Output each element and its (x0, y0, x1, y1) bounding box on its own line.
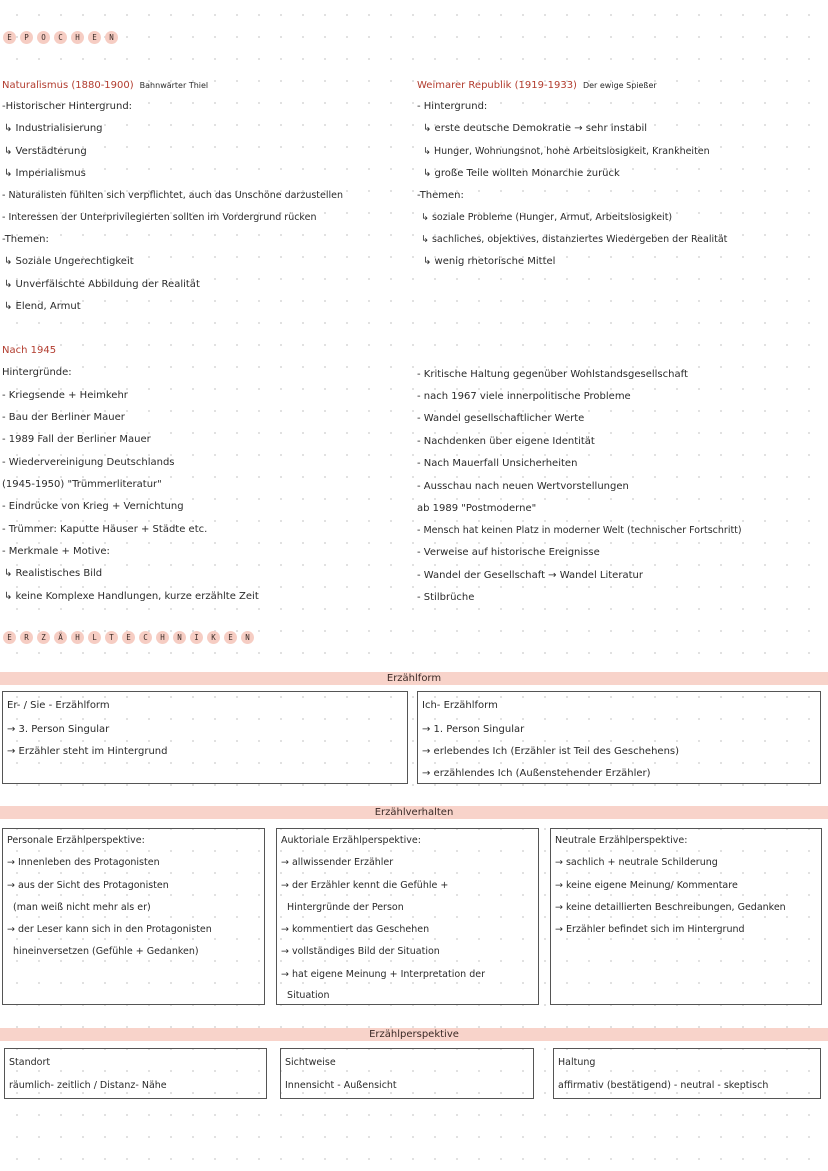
box-line: räumlich- zeitlich / Distanz- Nähe (9, 1080, 167, 1091)
naturalismus-work: Bahnwärter Thiel (139, 81, 209, 90)
nach1945-left-line: - Eindrücke von Krieg + Vernichtung (2, 501, 184, 512)
weimarer-line: - Hintergrund: (417, 101, 488, 112)
header-letter: E (3, 631, 16, 644)
naturalismus-line: ↳ Soziale Ungerechtigkeit (4, 256, 134, 267)
nach1945-left-line: - 1989 Fall der Berliner Mauer (2, 434, 151, 445)
header-letter: C (54, 31, 67, 44)
weimarer-line: ↳ soziale Probleme (Hunger, Armut, Arbeitslosigkeit) (421, 212, 673, 223)
naturalismus-line: -Themen: (2, 234, 49, 245)
erzaehltechniken-header (3, 631, 254, 644)
header-letter: N (173, 631, 186, 644)
box-line: → kommentiert das Geschehen (281, 924, 430, 935)
nach1945-right-line: - Wandel gesellschaftlicher Werte (417, 413, 585, 424)
weimarer-line: ↳ sachliches, objektives, distanziertes Wiedergeben der Realität (421, 234, 728, 245)
box-line: → Erzähler befindet sich im Hintergrund (555, 924, 745, 935)
header-letter: H (156, 631, 169, 644)
naturalismus-line: - Naturalisten fühlten sich verpflichtet, auch das Unschöne darzustellen (2, 190, 344, 201)
nach1945-right-line: - Ausschau nach neuen Wertvorstellungen (417, 481, 629, 492)
box-line: → aus der Sicht des Protagonisten (7, 880, 169, 891)
naturalismus-line: ↳ Imperialismus (4, 168, 86, 179)
nach1945-right-line: - Nachdenken über eigene Identität (417, 436, 595, 447)
epochen-header (3, 31, 118, 44)
box-line: Neutrale Erzählperspektive: (555, 835, 688, 846)
box-line: → der Erzähler kennt die Gefühle + (281, 880, 449, 891)
naturalismus-title (2, 80, 208, 92)
header-letter: Z (37, 631, 50, 644)
nach1945-right-line: - nach 1967 viele innerpolitische Probleme (417, 391, 631, 402)
nach1945-left-line: - Kriegsende + Heimkehr (2, 390, 128, 401)
box-line: → vollständiges Bild der Situation (281, 946, 440, 957)
box-line: affirmativ (bestätigend) - neutral - skeptisch (558, 1080, 769, 1091)
box-line: Innensicht - Außensicht (285, 1080, 397, 1091)
nach1945-right-line: - Kritische Haltung gegenüber Wohlstandsgesellschaft (417, 369, 688, 380)
naturalismus-line: -Historischer Hintergrund: (2, 101, 133, 112)
erzaehlperspektive-band: Erzählperspektive (0, 1028, 828, 1041)
nach1945-left-line: ↳ Realistisches Bild (4, 568, 103, 579)
nach1945-left-line: - Wiedervereinigung Deutschlands (2, 457, 175, 468)
header-letter: N (241, 631, 254, 644)
naturalismus-line: ↳ Elend, Armut (4, 301, 81, 312)
weimarer-line: ↳ erste deutsche Demokratie → sehr instabil (423, 123, 648, 134)
box-line: Hintergründe der Person (281, 902, 404, 913)
header-letter: C (139, 631, 152, 644)
weimarer-line: -Themen: (417, 190, 464, 201)
nach1945-left-line: (1945-1950) "Trümmerliteratur" (2, 479, 162, 490)
er-sie-erzaehlform-box (2, 691, 408, 784)
haltung-box (553, 1048, 821, 1099)
box-line: Sichtweise (285, 1057, 336, 1068)
box-line: Er- / Sie - Erzählform (7, 700, 110, 711)
box-line: → Innenleben des Protagonisten (7, 857, 160, 868)
header-letter: E (122, 631, 135, 644)
box-line: Standort (9, 1057, 51, 1068)
header-letter: H (71, 31, 84, 44)
header-letter: E (88, 31, 101, 44)
box-line: → sachlich + neutrale Schilderung (555, 857, 718, 868)
weimarer-title-text: Weimarer Republik (1919-1933) (417, 80, 577, 91)
box-line: Ich- Erzählform (422, 700, 498, 711)
naturalismus-line: ↳ Industrialisierung (4, 123, 103, 134)
standort-box (4, 1048, 267, 1099)
erzaehlverhalten-band: Erzählverhalten (0, 806, 828, 819)
header-letter: L (88, 631, 101, 644)
sichtweise-box (280, 1048, 534, 1099)
nach1945-left-line: - Merkmale + Motive: (2, 546, 110, 557)
nach1945-right-line: - Verweise auf historische Ereignisse (417, 547, 600, 558)
header-letter: O (37, 31, 50, 44)
personale-box (2, 828, 265, 1005)
box-line: → 3. Person Singular (7, 724, 110, 735)
nach1945-right-line: - Stilbrüche (417, 592, 475, 603)
nach1945-right-line: - Mensch hat keinen Platz in moderner Welt (technischer Fortschritt) (417, 525, 742, 536)
header-letter: H (71, 631, 84, 644)
box-line: → Erzähler steht im Hintergrund (7, 746, 168, 757)
ich-erzaehlform-box (417, 691, 821, 784)
box-line: → keine detaillierten Beschreibungen, Gedanken (555, 902, 786, 913)
box-line: → erzählendes Ich (Außenstehender Erzähler) (422, 768, 651, 779)
header-letter: Ä (54, 631, 67, 644)
weimarer-work: Der ewige Spießer (582, 81, 657, 90)
weimarer-title (417, 80, 657, 92)
header-letter: E (3, 31, 16, 44)
auktoriale-box (276, 828, 539, 1005)
weimarer-line: ↳ wenig rhetorische Mittel (423, 256, 556, 267)
nach1945-right-line: - Wandel der Gesellschaft → Wandel Literatur (417, 570, 643, 581)
header-letter: N (105, 31, 118, 44)
box-line: → 1. Person Singular (422, 724, 525, 735)
nach1945-right-line: - Nach Mauerfall Unsicherheiten (417, 458, 578, 469)
naturalismus-line: ↳ Unverfälschte Abbildung der Realität (4, 279, 200, 290)
box-line: → hat eigene Meinung + Interpretation der (281, 969, 485, 980)
nach1945-left-line: - Bau der Berliner Mauer (2, 412, 125, 423)
box-line: Personale Erzählperspektive: (7, 835, 145, 846)
box-line: hineinversetzen (Gefühle + Gedanken) (7, 946, 199, 957)
naturalismus-line: - Interessen der Unterprivilegierten sollten im Vordergrund rücken (2, 212, 317, 223)
box-line: → allwissender Erzähler (281, 857, 394, 868)
weimarer-line: ↳ Hunger, Wohnungsnot, hohe Arbeitslosigkeit, Krankheiten (423, 146, 710, 157)
nach1945-left-line: Hintergründe: (2, 367, 72, 378)
box-line: → erlebendes Ich (Erzähler ist Teil des Geschehens) (422, 746, 680, 757)
header-letter: K (207, 631, 220, 644)
header-letter: P (20, 31, 33, 44)
nach1945-left-line: - Trümmer: Kaputte Häuser + Städte etc. (2, 524, 208, 535)
naturalismus-title-text: Naturalismus (1880-1900) (2, 80, 134, 91)
box-line: → der Leser kann sich in den Protagonisten (7, 924, 212, 935)
nach1945-title: Nach 1945 (2, 345, 57, 356)
box-line: Situation (281, 990, 330, 1001)
box-line: (man weiß nicht mehr als er) (7, 902, 151, 913)
header-letter: E (224, 631, 237, 644)
box-line: Auktoriale Erzählperspektive: (281, 835, 421, 846)
box-line: → keine eigene Meinung/ Kommentare (555, 880, 738, 891)
weimarer-line: ↳ große Teile wollten Monarchie zurück (423, 168, 620, 179)
nach1945-right-line: ab 1989 "Postmoderne" (417, 503, 537, 514)
nach1945-left-line: ↳ keine Komplexe Handlungen, kurze erzählte Zeit (4, 591, 259, 602)
box-line: Haltung (558, 1057, 596, 1068)
header-letter: T (105, 631, 118, 644)
erzaehlform-band: Erzählform (0, 672, 828, 685)
header-letter: R (20, 631, 33, 644)
header-letter: I (190, 631, 203, 644)
neutrale-box (550, 828, 822, 1005)
naturalismus-line: ↳ Verstädterung (4, 146, 87, 157)
